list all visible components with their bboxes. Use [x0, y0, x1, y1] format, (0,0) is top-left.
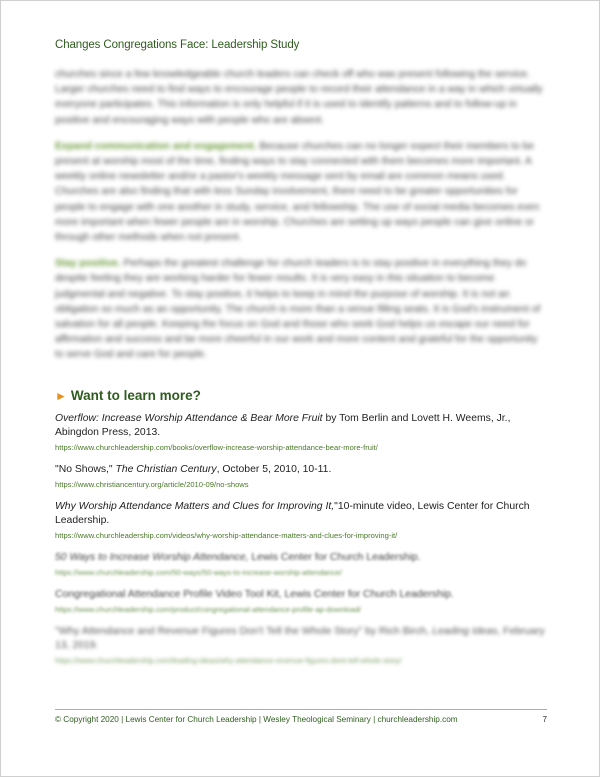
section-heading: ► Want to learn more? — [55, 388, 201, 403]
reference-item: "Why Attendance and Revenue Figures Don't Tell the Whole Story" by Rich Birch, Leading Ideas, February 13, 2019. https://www.churchleadership.com/leading-ideas/why-attendance-revenue-figures-dont-tell-whole-story/ — [55, 625, 547, 666]
running-header: Changes Congregations Face: Leadership Study — [55, 39, 300, 51]
reference-link[interactable]: https://www.churchleadership.com/50-ways/50-ways-to-increase-worship-attendance/ — [55, 568, 343, 577]
reference-item: "No Shows," The Christian Century, October 5, 2010, 10-11. https://www.christiancentury.org/article/2010-09/no-shows — [55, 463, 547, 490]
reference-link[interactable]: https://www.churchleadership.com/leading-ideas/why-attendance-revenue-figures-dont-tell-whole-story/ — [55, 656, 402, 665]
paragraph-attendance: churches since a few knowledgeable church leaders can check off who was present following the service. Larger churches need to find ways to encourage people to record their attendance in a way in which virtually everyone participates. This information is only helpful if it is used to identify patterns and to follow-up in positive and encouraging ways with people who are absent. — [55, 69, 543, 126]
reference-item: Overflow: Increase Worship Attendance & Bear More Fruit by Tom Berlin and Lovett H. Weems, Jr., Abingdon Press, 2013. https://www.churchleadership.com/books/overflow-increase-worship-attendance-bear-more-fruit/ — [55, 412, 547, 453]
reference-link[interactable]: https://www.churchleadership.com/videos/why-worship-attendance-matters-and-clues-for-improving-it/ — [55, 531, 398, 540]
footer-copyright: © Copyright 2020 | Lewis Center for Church Leadership | Wesley Theological Seminary | churchleadership.com — [55, 715, 458, 724]
footer-divider — [55, 709, 547, 710]
reference-link[interactable]: https://www.christiancentury.org/article/2010-09/no-shows — [55, 480, 249, 489]
triangle-bullet-icon: ► — [55, 389, 67, 403]
reference-item: Congregational Attendance Profile Video Tool Kit, Lewis Center for Church Leadership. https://www.churchleadership.com/product/congregational-attendance-profile-ap-download/ — [55, 588, 547, 615]
paragraph-positive: Stay positive. Perhaps the greatest challenge for church leaders is to stay positive in everything they do despite feeling they are working harder for fewer results. It is very easy in this situation to become judgmental and negative. To stay positive, it helps to keep in mind the purpose of worship. It is not an obligation so much as an opportunity. The church is more than a venue filling seats. It is God's instrument of salvation for all people. Keeping the focus on God and those who seek God helps us escape our need for affirmation and success and be more cheerful in our work and more content and grateful for the opportunity to serve God and care for people. — [55, 258, 541, 361]
reference-item: Why Worship Attendance Matters and Clues for Improving It,"10-minute video, Lewis Center for Church Leadership. https://www.churchleadership.com/videos/why-worship-attendance-matters-and-clues-for-improving-it/ — [55, 500, 547, 541]
reference-item: 50 Ways to Increase Worship Attendance, Lewis Center for Church Leadership. https://www.churchleadership.com/50-ways/50-ways-to-increase-worship-attendance/ — [55, 551, 547, 578]
body-text — [55, 67, 547, 374]
reference-link[interactable]: https://www.churchleadership.com/product/congregational-attendance-profile-ap-download/ — [55, 605, 362, 614]
paragraph-lead-positive: Stay positive. — [55, 258, 121, 270]
paragraph-communication: Expand communication and engagement. Because churches can no longer expect their members to be present at worship most of the time, finding ways to stay connected with them becomes more important. A weekly online newsletter and/or a pastor's weekly message sent by email are common means used. Churches are also finding that with less Sunday involvement, there need to be greater opportunities for people to engage with one another in study, service, and fellowship. The use of social media becomes even more important when fewer people are in worship. Churches are setting up ways people can give online or through other methods when not present. — [55, 140, 540, 244]
page-footer — [55, 715, 547, 724]
page-number: 7 — [542, 715, 547, 724]
reference-link[interactable]: https://www.churchleadership.com/books/overflow-increase-worship-attendance-bear-more-fruit/ — [55, 443, 378, 452]
paragraph-lead-communication: Expand communication and engagement. — [55, 140, 257, 152]
reference-list — [55, 412, 547, 676]
